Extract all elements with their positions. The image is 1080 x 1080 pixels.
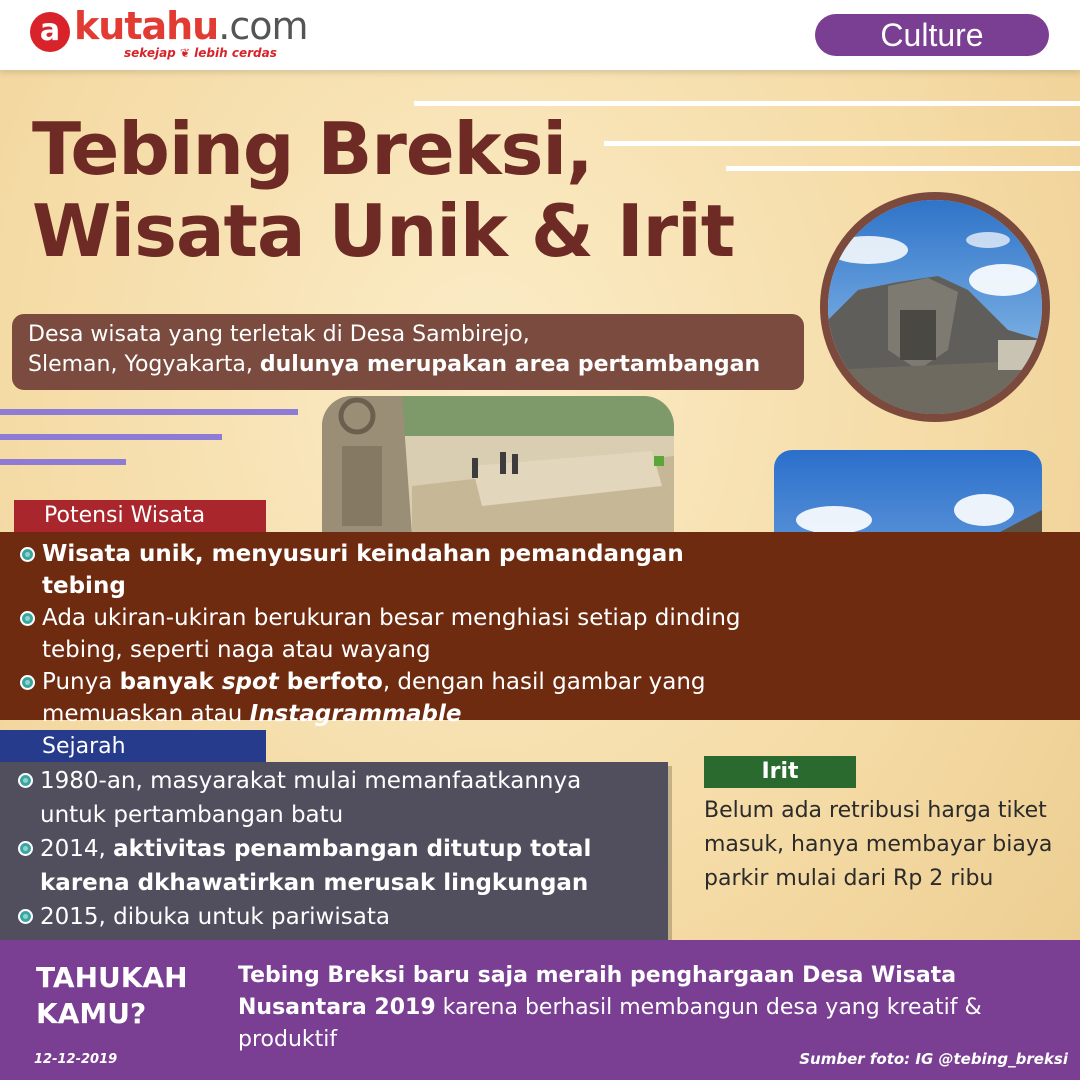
- sejarah-item-3: 2015, dibuka untuk pariwisata: [40, 904, 390, 930]
- did-you-know-fact: [238, 960, 1058, 1056]
- irit-text: Belum ada retribusi harga tiket masuk, hanya membayar biaya parkir mulai dari Rp 2 ribu: [704, 798, 1053, 891]
- decor-line: [414, 101, 1080, 106]
- sejarah-item-1: 1980-an, masyarakat mulai memanfaatkannya untuk pertambangan batu: [40, 768, 582, 828]
- title-line-1: Tebing Breksi,: [32, 107, 593, 191]
- header-bar: [0, 0, 1080, 70]
- sejarah-box: [0, 762, 668, 940]
- section-label-sejarah: Sejarah: [0, 730, 266, 764]
- list-item: [18, 900, 648, 934]
- sejarah-list: [18, 764, 648, 934]
- quarry-photo-art: [322, 396, 674, 536]
- fact-bold: Tebing Breksi baru saja meraih penghargaan Desa Wisata Nusantara 2019: [238, 963, 957, 1020]
- potensi-box: [0, 532, 1080, 727]
- intro-line-1: Desa wisata yang terletak di Desa Sambirejo,: [28, 322, 530, 347]
- fact-regular: karena berhasil membangun desa yang kreatif & produktif: [238, 995, 982, 1052]
- bullet-dot-icon: [20, 547, 35, 562]
- decor-line: [0, 409, 298, 415]
- potensi-item-3-end: Instagrammable: [249, 701, 462, 727]
- decor-line: [0, 459, 126, 465]
- potensi-item-3-pre: Punya: [42, 669, 120, 695]
- logo-name: kutahu: [74, 4, 219, 48]
- intro-text-regular: Sleman, Yogyakarta,: [28, 352, 260, 377]
- logo-suffix: .com: [218, 4, 308, 48]
- bullet-dot-icon: [18, 909, 33, 924]
- list-item: [20, 602, 760, 666]
- cliff-photo-circle: [820, 192, 1050, 422]
- logo-wordmark: [74, 4, 308, 48]
- did-you-know-heading: TAHUKAH KAMU?: [36, 961, 188, 1030]
- decor-line: [0, 434, 222, 440]
- list-item: [18, 764, 648, 832]
- logo-tagline: sekejap ❦ lebih cerdas: [124, 46, 277, 60]
- site-logo[interactable]: [30, 4, 320, 64]
- list-item: [18, 832, 648, 900]
- quarry-photo: [322, 396, 674, 536]
- potensi-item-3-bold2: berfoto: [278, 669, 383, 695]
- potensi-list: [20, 538, 760, 730]
- list-item: [20, 538, 760, 602]
- cliff-photo-art: [828, 200, 1042, 414]
- bullet-dot-icon: [20, 675, 35, 690]
- photo-source: Sumber foto: IG @tebing_breksi: [799, 1050, 1068, 1068]
- bullet-dot-icon: [18, 841, 33, 856]
- potensi-item-3-bold1: banyak: [119, 669, 222, 695]
- sejarah-item-2-bold: aktivitas penambangan ditutup total karena dkhawatirkan merusak lingkungan: [40, 836, 592, 896]
- page-title: [32, 108, 792, 272]
- section-label-potensi: Potensi Wisata: [14, 500, 266, 532]
- potensi-item-3-mid: , dengan hasil gambar yang memuaskan atau: [42, 669, 706, 727]
- category-badge[interactable]: Culture: [815, 14, 1049, 56]
- potensi-item-1: Wisata unik, menyusuri keindahan pemandangan tebing: [42, 541, 684, 599]
- sejarah-item-2-pre: 2014,: [40, 836, 114, 862]
- title-line-2: Wisata Unik & Irit: [32, 189, 735, 273]
- intro-line-2: [28, 350, 788, 380]
- list-item: [20, 666, 760, 730]
- potensi-item-3-italic: spot: [221, 669, 279, 695]
- footer-banner: [0, 940, 1080, 1080]
- publish-date: 12-12-2019: [34, 1052, 118, 1067]
- intro-box: [12, 314, 804, 390]
- bullet-dot-icon: [20, 611, 35, 626]
- potensi-item-2: Ada ukiran-ukiran berukuran besar menghiasi setiap dinding tebing, seperti naga atau wayang: [42, 605, 741, 663]
- bullet-dot-icon: [18, 773, 33, 788]
- section-label-irit: Irit: [704, 756, 856, 788]
- logo-a-icon: a: [30, 12, 70, 52]
- intro-text-bold: dulunya merupakan area pertambangan: [259, 352, 761, 377]
